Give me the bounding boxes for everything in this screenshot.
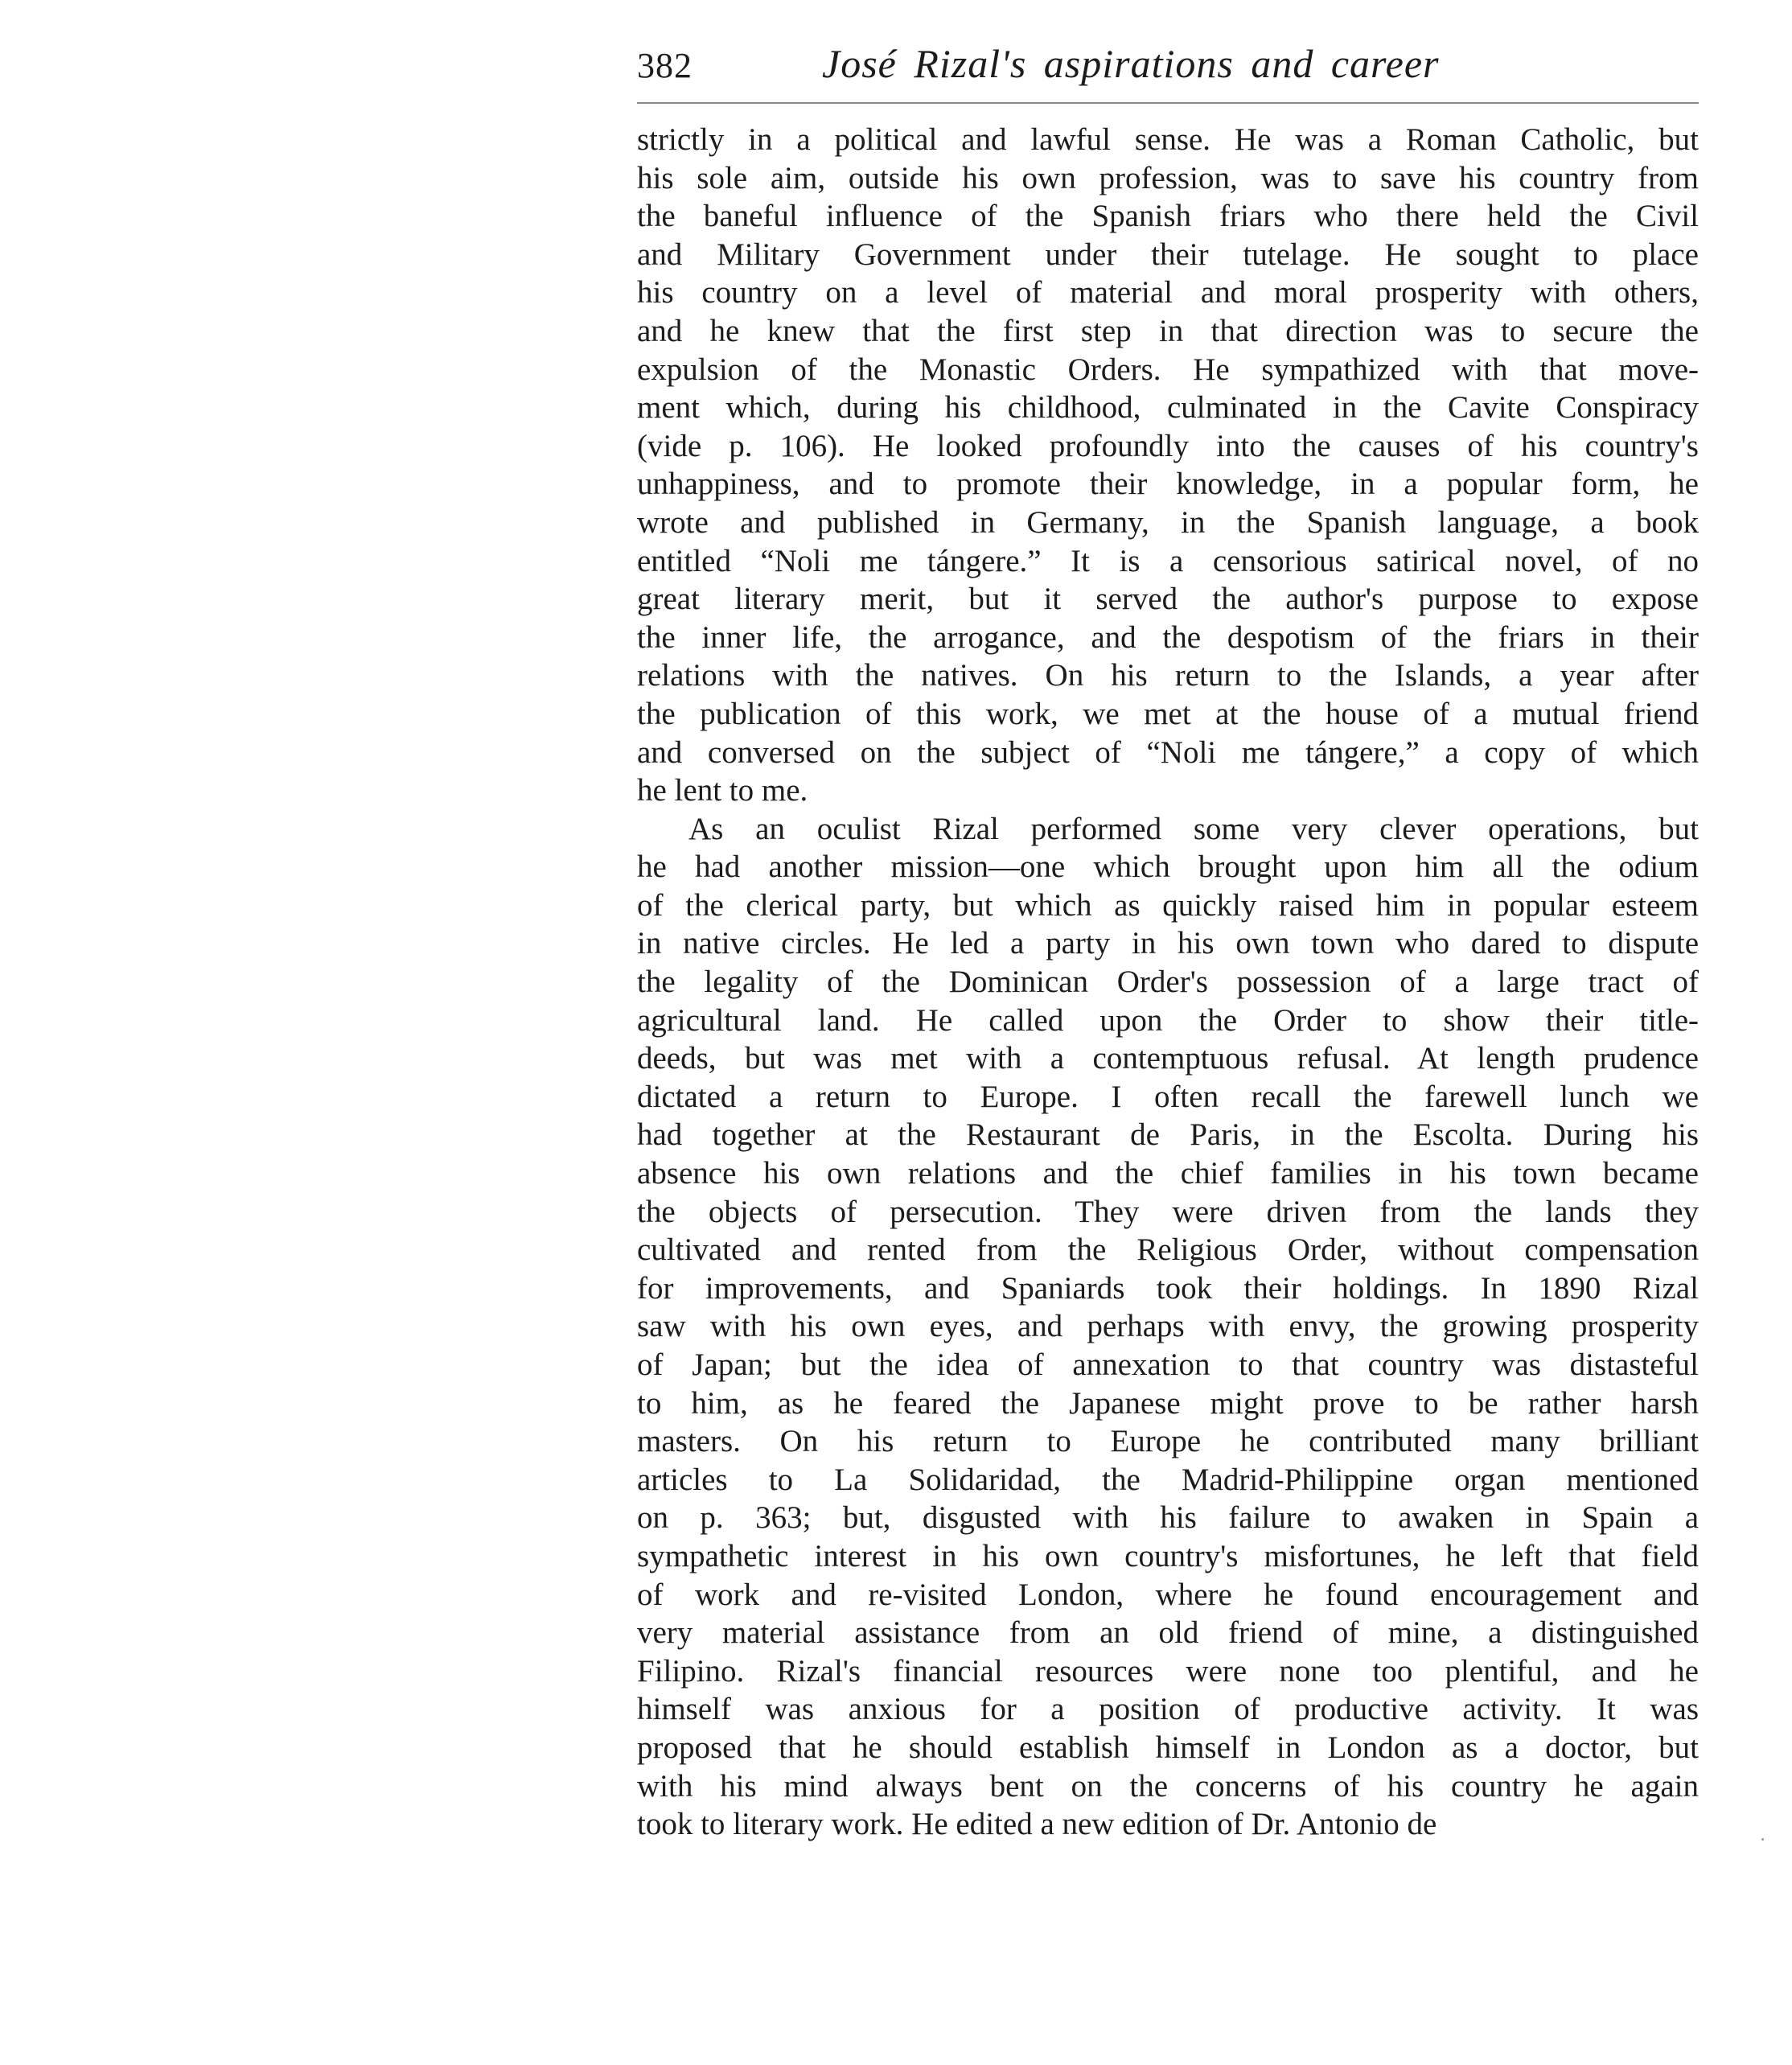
text-line: dictated a return to Europe. I often recall the farewell lunch we — [637, 1079, 1699, 1114]
page-speck — [1761, 1838, 1764, 1841]
text-line: his country on a level of material and moral prosperity with others, — [637, 275, 1699, 311]
body-text — [637, 121, 1699, 1844]
text-line: strictly in a political and lawful sense. He was a Roman Catholic, but — [637, 122, 1699, 157]
text-line: absence his own relations and the chief families in his town became — [637, 1156, 1699, 1191]
text-line: and he knew that the first step in that direction was to secure the — [637, 313, 1699, 348]
paragraph-1 — [637, 121, 1699, 810]
text-line: of the clerical party, but which as quickly raised him in popular esteem — [637, 887, 1699, 923]
text-line: ment which, during his childhood, culminated in the Cavite Conspiracy — [637, 390, 1699, 426]
text-line: had together at the Restaurant de Paris, in the Escolta. During his — [637, 1117, 1699, 1153]
text-line: with his mind always bent on the concerns of his country he again — [637, 1768, 1699, 1804]
text-line: took to literary work. He edited a new edition of Dr. Antonio de — [637, 1807, 1437, 1842]
running-title: José Rizal's aspirations and career — [822, 41, 1440, 86]
text-line: and Military Government under their tutelage. He sought to place — [637, 237, 1699, 272]
text-line: entitled “Noli me tángere.” It is a censorious satirical novel, of no — [637, 543, 1699, 578]
text-line: he had another mission—one which brought upon him all the odium — [637, 849, 1699, 885]
text-line: agricultural land. He called upon the Order to show their title- — [637, 1002, 1699, 1038]
text-line: the inner life, the arrogance, and the despotism of the friars in their — [637, 619, 1699, 655]
text-line: of Japan; but the idea of annexation to that country was distasteful — [637, 1347, 1699, 1382]
text-line: articles to La Solidaridad, the Madrid-Philippine organ mentioned — [637, 1462, 1699, 1497]
text-line: proposed that he should establish himself in London as a doctor, but — [637, 1730, 1699, 1765]
text-line: the baneful influence of the Spanish friars who there held the Civil — [637, 199, 1699, 234]
text-line: relations with the natives. On his return to the Islands, a year after — [637, 658, 1699, 693]
text-line: the legality of the Dominican Order's possession of a large tract of — [637, 965, 1699, 1000]
text-line: and conversed on the subject of “Noli me tángere,” a copy of which — [637, 734, 1699, 770]
text-line: very material assistance from an old friend of mine, a distinguished — [637, 1615, 1699, 1651]
text-line: Filipino. Rizal's financial resources were none too plentiful, and he — [637, 1653, 1699, 1689]
text-line: sympathetic interest in his own country's misfortunes, he left that field — [637, 1538, 1699, 1573]
text-line: expulsion of the Monastic Orders. He sympathized with that move- — [637, 352, 1699, 387]
page-header — [637, 40, 1699, 97]
paragraph-2 — [637, 810, 1699, 1844]
text-line: on p. 363; but, disgusted with his failure to awaken in Spain a — [637, 1500, 1699, 1536]
text-line: of work and re-visited London, where he found encouragement and — [637, 1577, 1699, 1612]
text-line: unhappiness, and to promote their knowledge, in a popular form, he — [637, 467, 1699, 502]
text-line: for improvements, and Spaniards took their holdings. In 1890 Rizal — [637, 1270, 1699, 1306]
text-line: cultivated and rented from the Religious Order, without compensation — [637, 1232, 1699, 1268]
text-line: (vide p. 106). He looked profoundly into the causes of his country's — [637, 428, 1699, 463]
text-line: great literary merit, but it served the author's purpose to expose — [637, 582, 1699, 617]
text-line: the publication of this work, we met at the house of a mutual friend — [637, 696, 1699, 731]
text-line: As an oculist Rizal performed some very clever operations, but — [688, 811, 1699, 846]
text-line: he lent to me. — [637, 773, 808, 808]
text-line: masters. On his return to Europe he contributed many brilliant — [637, 1424, 1699, 1459]
text-line: himself was anxious for a position of productive activity. It was — [637, 1692, 1699, 1727]
text-line: to him, as he feared the Japanese might prove to be rather harsh — [637, 1385, 1699, 1421]
text-line: his sole aim, outside his own profession, was to save his country from — [637, 160, 1699, 195]
text-line: deeds, but was met with a contemptuous refusal. At length prudence — [637, 1041, 1699, 1076]
text-line: saw with his own eyes, and perhaps with envy, the growing prosperity — [637, 1309, 1699, 1344]
header-rule — [637, 102, 1699, 104]
page-number: 382 — [637, 46, 693, 85]
text-line: wrote and published in Germany, in the Spanish language, a book — [637, 504, 1699, 540]
text-line: the objects of persecution. They were driven from the lands they — [637, 1194, 1699, 1229]
text-line: in native circles. He led a party in his own town who dared to dispute — [637, 926, 1699, 961]
